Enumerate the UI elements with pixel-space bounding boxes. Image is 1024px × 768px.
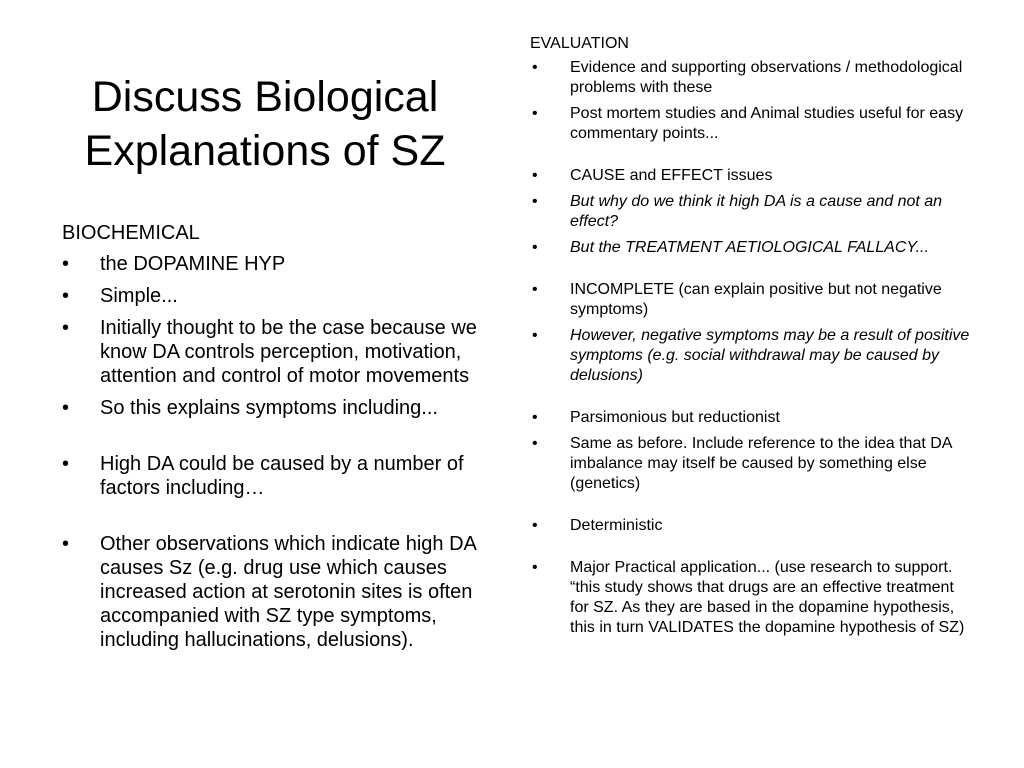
list-item (62, 396, 507, 420)
list-item (530, 558, 970, 638)
list-item (530, 104, 970, 144)
list-item (530, 434, 970, 494)
biochemical-section (62, 220, 507, 660)
slide-title (40, 70, 490, 178)
bullet-icon: • (532, 167, 538, 184)
list-item (530, 280, 970, 320)
bullet-icon: • (532, 517, 538, 534)
bullet-icon: • (532, 239, 538, 256)
evaluation-heading: EVALUATION (530, 35, 629, 52)
list-item-text: Simple... (100, 285, 178, 307)
list-item (530, 326, 970, 386)
slide-title-line-1: Discuss Biological (91, 73, 439, 121)
list-item (62, 316, 507, 388)
list-item (62, 532, 507, 652)
bullet-icon: • (532, 327, 538, 344)
list-item-text: But why do we think it high DA is a cause and not an effect? (570, 193, 943, 230)
bullet-icon: • (62, 453, 70, 475)
bullet-icon: • (62, 317, 70, 339)
list-item-text: Major Practical application... (use research to support. “this study shows that drugs are an effective treatment for SZ. As they are based in the dopamine hypothesis, this in turn VALIDATES the dopamine hypothesis of SZ) (570, 559, 965, 636)
list-item-text: Initially thought to be the case because we know DA controls perception, motivation, attention and control of motor movements (100, 317, 477, 387)
bullet-icon: • (532, 105, 538, 122)
bullet-icon: • (532, 193, 538, 210)
list-item-text: CAUSE and EFFECT issues (570, 167, 773, 184)
bullet-icon: • (62, 533, 70, 555)
list-item (62, 284, 507, 308)
list-item-text: Other observations which indicate high DA causes Sz (e.g. drug use which causes increased action at serotonin sites is often accompanied with SZ type symptoms, including hallucinations, delusions). (100, 533, 476, 651)
list-item-text: Evidence and supporting observations / methodological problems with these (570, 59, 963, 96)
list-item (530, 516, 970, 536)
list-item-text: Same as before. Include reference to the idea that DA imbalance may itself be caused by something else (genetics) (570, 435, 952, 492)
bullet-icon: • (532, 59, 538, 76)
list-item-text: High DA could be caused by a number of factors including… (100, 453, 464, 499)
slide-title-line-2: Explanations of SZ (84, 127, 446, 175)
list-item-text: Deterministic (570, 517, 663, 534)
list-item-text: INCOMPLETE (can explain positive but not negative symptoms) (570, 281, 942, 318)
bullet-icon: • (62, 253, 70, 275)
list-item-text: So this explains symptoms including... (100, 397, 438, 419)
list-item-text: However, negative symptoms may be a result of positive symptoms (e.g. social withdrawal may be caused by delusions) (570, 327, 970, 384)
list-item (530, 408, 970, 428)
list-item (62, 452, 507, 500)
bullet-icon: • (532, 409, 538, 426)
list-item (62, 252, 507, 276)
list-item-text: Post mortem studies and Animal studies useful for easy commentary points... (570, 105, 964, 142)
list-item (530, 238, 970, 258)
evaluation-section (530, 34, 970, 644)
biochemical-heading: BIOCHEMICAL (62, 222, 200, 244)
bullet-icon: • (62, 397, 70, 419)
list-item-text: the DOPAMINE HYP (100, 253, 286, 275)
list-item (530, 58, 970, 98)
biochemical-list (62, 252, 507, 652)
bullet-icon: • (532, 281, 538, 298)
list-item-text: But the TREATMENT AETIOLOGICAL FALLACY... (570, 239, 929, 256)
list-item (530, 166, 970, 186)
list-item (530, 192, 970, 232)
list-item-text: Parsimonious but reductionist (570, 409, 780, 426)
bullet-icon: • (532, 559, 538, 576)
bullet-icon: • (532, 435, 538, 452)
evaluation-list (530, 58, 970, 638)
bullet-icon: • (62, 285, 70, 307)
